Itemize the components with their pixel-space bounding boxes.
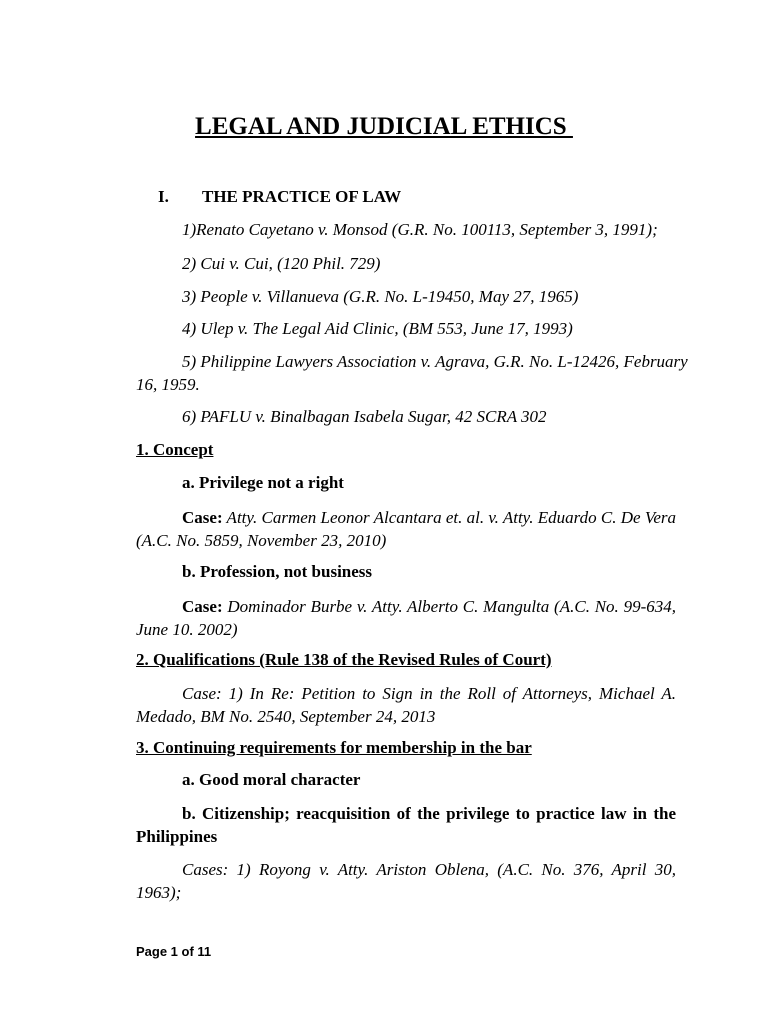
case-label: Case:	[182, 508, 223, 527]
case-item-2: 2) Cui v. Cui, (120 Phil. 729)	[182, 254, 381, 273]
concept-heading: 1. Concept	[136, 440, 214, 459]
concept-b-label: b. Profession, not business	[182, 562, 373, 581]
case-item-5: 5) Philippine Lawyers Association v. Agrava, G.R. No. L-12426, February 16, 1959.	[136, 352, 688, 394]
section-heading	[158, 187, 401, 207]
concept-a-case	[136, 506, 676, 552]
page-number: Page 1 of 11	[136, 944, 212, 959]
case-citation: Atty. Carmen Leonor Alcantara et. al. v. Atty. Eduardo C. De Vera (A.C. No. 5859, November 23, 2010)	[136, 508, 676, 550]
case-item-1: 1)Renato Cayetano v. Monsod (G.R. No. 100113, September 3, 1991);	[182, 220, 658, 239]
document-title: LEGAL AND JUDICIAL ETHICS	[195, 113, 573, 140]
case-label: Case:	[182, 597, 223, 616]
continuing-b-label: b. Citizenship; reacquisition of the privilege to practice law in the Philippines	[136, 804, 676, 846]
case-citation: Dominador Burbe v. Atty. Alberto C. Mangulta (A.C. No. 99-634, June 10. 2002)	[136, 597, 676, 639]
continuing-cases: Cases: 1) Royong v. Atty. Ariston Oblena, (A.C. No. 376, April 30, 1963);	[136, 860, 676, 902]
section-number: I.	[158, 187, 169, 206]
qualifications-heading: 2. Qualifications (Rule 138 of the Revised Rules of Court)	[136, 650, 552, 669]
continuing-heading: 3. Continuing requirements for membership in the bar	[136, 738, 532, 757]
case-item-6: 6) PAFLU v. Binalbagan Isabela Sugar, 42 SCRA 302	[182, 407, 547, 426]
case-item-4: 4) Ulep v. The Legal Aid Clinic, (BM 553, June 17, 1993)	[182, 319, 573, 338]
case-item-3: 3) People v. Villanueva (G.R. No. L-19450, May 27, 1965)	[182, 287, 579, 306]
concept-b-case	[136, 595, 676, 641]
continuing-a-label: a. Good moral character	[182, 770, 361, 789]
section-title: THE PRACTICE OF LAW	[202, 187, 402, 206]
qualifications-case: Case: 1) In Re: Petition to Sign in the Roll of Attorneys, Michael A. Medado, BM No. 2540, September 24, 2013	[136, 684, 676, 726]
concept-a-label: a. Privilege not a right	[182, 473, 344, 492]
